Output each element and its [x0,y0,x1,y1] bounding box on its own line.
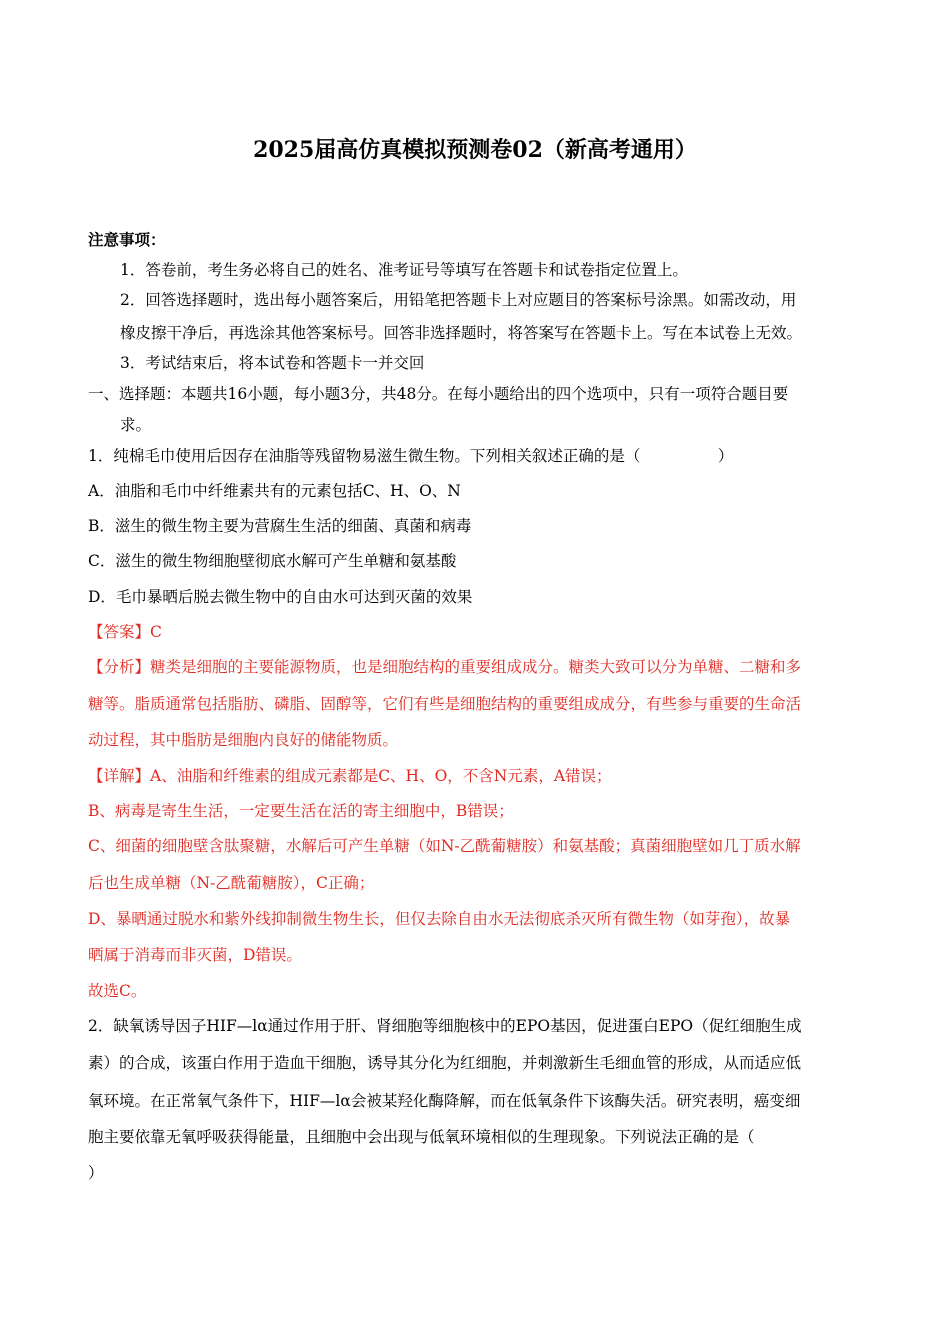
question-1-analysis-line: 【分析】糖类是细胞的主要能源物质，也是细胞结构的重要组成成分。糖类大致可以分为单糖、二糖和多 [88,658,802,676]
question-1-conclusion: 故选C。 [88,982,147,1000]
notice-item-1: 1．答卷前，考生务必将自己的姓名、准考证号等填写在答题卡和试卷指定位置上。 [120,261,688,279]
notice-item-2: 2．回答选择题时，选出每小题答案后，用铅笔把答题卡上对应题目的答案标号涂黑。如需改动，用 [120,291,797,309]
document-title: 2025届高仿真模拟预测卷02（新高考通用） [253,137,697,163]
question-2-stem-line: 氧环境。在正常氧气条件下，HIF—lα会被某羟化酶降解，而在低氧条件下该酶失活。研究表明，癌变细 [88,1092,801,1110]
question-1-stem: 1．纯棉毛巾使用后因存在油脂等残留物易滋生微生物。下列相关叙述正确的是（ ） [88,447,734,465]
question-1-option-c: C．滋生的微生物细胞壁彻底水解可产生单糖和氨基酸 [88,552,457,570]
question-1-option-a: A．油脂和毛巾中纤维素共有的元素包括C、H、O、N [88,482,461,500]
question-2-stem-line: 2．缺氧诱导因子HIF—lα通过作用于肝、肾细胞等细胞核中的EPO基因，促进蛋白EPO（促红细胞生成 [88,1017,802,1035]
question-1-detail-line: 【详解】A、油脂和纤维素的组成元素都是C、H、O，不含N元素，A错误； [88,767,612,785]
question-2-stem-line: ） [88,1164,104,1182]
question-2-stem-line: 素）的合成，该蛋白作用于造血干细胞，诱导其分化为红细胞，并刺激新生毛细血管的形成，从而适应低 [88,1054,802,1072]
question-1-detail-line: D、暴晒通过脱水和紫外线抑制微生物生长，但仅去除自由水无法彻底杀灭所有微生物（如芽孢），故暴 [88,910,791,928]
question-1-analysis-line: 糖等。脂质通常包括脂肪、磷脂、固醇等，它们有些是细胞结构的重要组成成分，有些参与重要的生命活 [88,695,802,713]
question-1-detail-line: C、细菌的细胞壁含肽聚糖，水解后可产生单糖（如N-乙酰葡糖胺）和氨基酸；真菌细胞壁如几丁质水解 [88,837,801,855]
question-1-analysis-line: 动过程，其中脂肪是细胞内良好的储能物质。 [88,731,399,749]
question-1-detail-line: B、病毒是寄生生活，一定要生活在活的寄主细胞中，B错误； [88,802,514,820]
question-1-detail-line: 后也生成单糖（N-乙酰葡糖胺），C正确； [88,874,375,892]
section-heading: 一、选择题：本题共16小题，每小题3分，共48分。在每小题给出的四个选项中，只有一项符合题目要 [88,385,789,403]
question-1-answer: 【答案】C [88,623,162,641]
notice-item-3: 3．考试结束后，将本试卷和答题卡一并交回 [120,354,425,372]
question-1-detail-line: 晒属于消毒而非灭菌，D错误。 [88,946,302,964]
notice-heading: 注意事项： [88,230,166,249]
question-1-option-d: D．毛巾暴晒后脱去微生物中的自由水可达到灭菌的效果 [88,588,473,606]
question-2-stem-line: 胞主要依靠无氧呼吸获得能量，且细胞中会出现与低氧环境相似的生理现象。下列说法正确的是（ [88,1128,755,1146]
notice-item-2-cont: 橡皮擦干净后，再选涂其他答案标号。回答非选择题时，将答案写在答题卡上。写在本试卷上无效。 [120,324,803,342]
section-heading-cont: 求。 [120,416,152,434]
question-1-option-b: B．滋生的微生物主要为营腐生生活的细菌、真菌和病毒 [88,517,472,535]
